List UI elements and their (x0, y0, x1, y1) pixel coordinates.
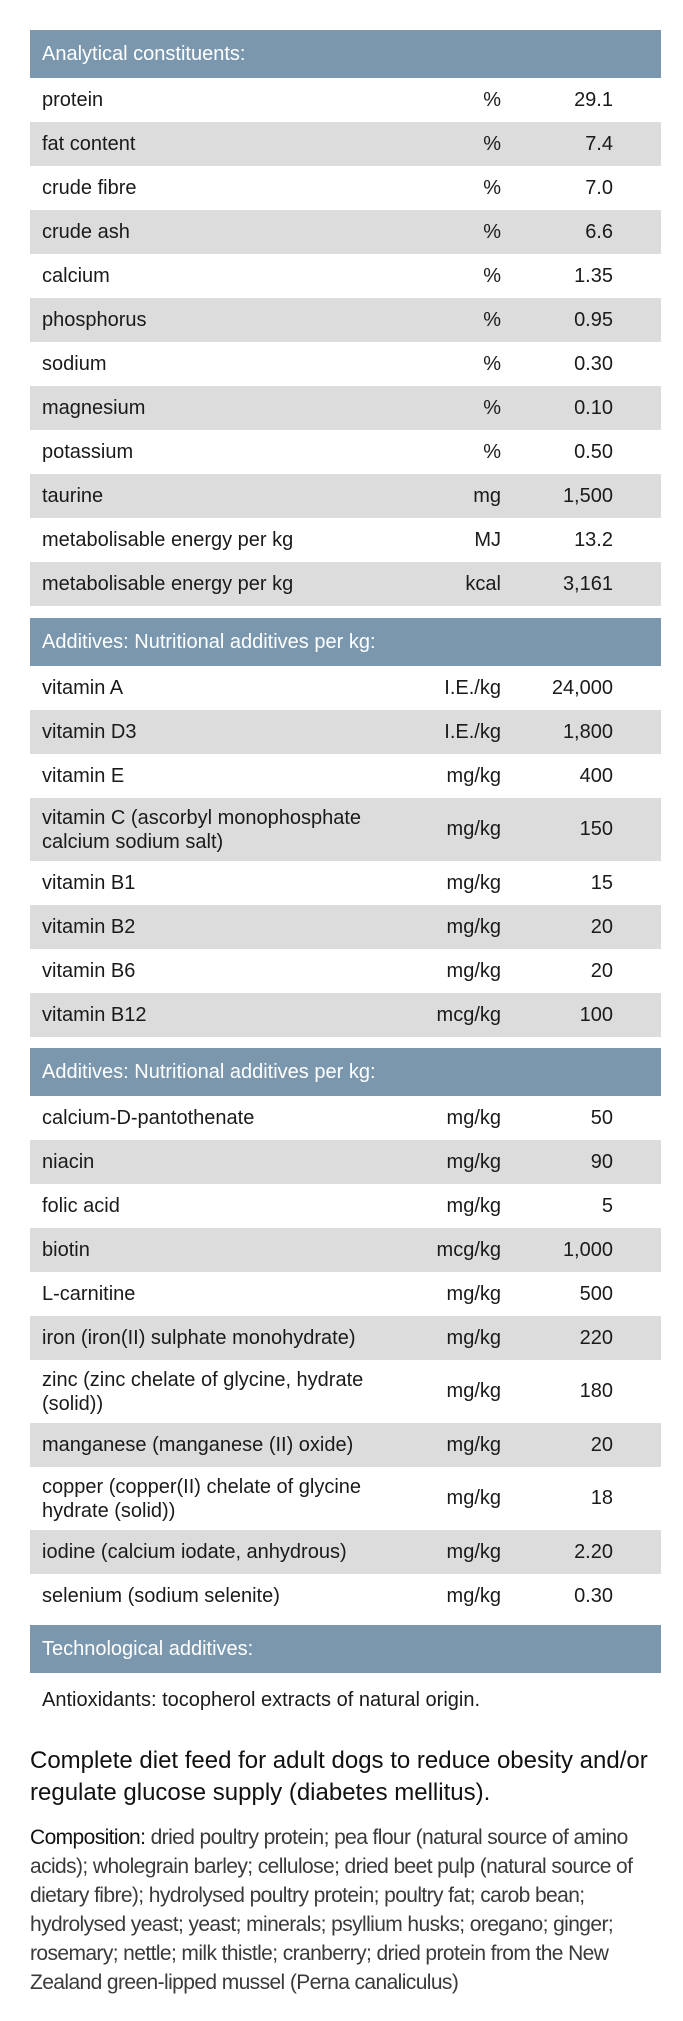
row-value: 0.50 (574, 440, 613, 463)
row-name: metabolisable energy per kg (42, 529, 294, 551)
row-name: folic acid (42, 1195, 120, 1217)
table-row (30, 1096, 661, 1140)
row-name: calcium-D-pantothenate (42, 1107, 255, 1129)
composition-label: Composition: (30, 1826, 146, 1849)
table-row (30, 754, 661, 798)
row-unit: mg/kg (446, 871, 501, 894)
row-value: 0.30 (574, 1584, 613, 1607)
row-unit: % (483, 88, 501, 111)
table-row (30, 386, 661, 430)
table-row (30, 666, 661, 710)
row-value: 0.95 (574, 308, 613, 331)
composition-paragraph (30, 1823, 670, 1997)
row-value: 13.2 (574, 528, 613, 551)
table-row (30, 342, 661, 386)
technological-note: Antioxidants: tocopherol extracts of natural origin. (42, 1689, 481, 1711)
row-value: 20 (590, 959, 613, 982)
row-value: 1.35 (574, 264, 613, 287)
table-row (30, 518, 661, 562)
row-unit: % (483, 132, 501, 155)
row-value: 6.6 (585, 220, 613, 243)
table-row (30, 905, 661, 949)
row-name: magnesium (42, 397, 146, 419)
row-value: 2.20 (574, 1540, 613, 1563)
row-name: crude ash (42, 221, 130, 243)
table-row (30, 1530, 661, 1574)
row-unit: % (483, 396, 501, 419)
row-name: calcium (42, 265, 110, 287)
table-row (30, 1423, 661, 1467)
row-name: iron (iron(II) sulphate monohydrate) (42, 1327, 356, 1349)
section-header-additives-2: Additives: Nutritional additives per kg: (30, 1048, 661, 1096)
row-name: manganese (manganese (II) oxide) (42, 1434, 354, 1456)
row-unit: % (483, 176, 501, 199)
row-value: 400 (579, 764, 613, 787)
row-unit: % (483, 352, 501, 375)
table-row (30, 562, 661, 606)
row-value: 1,500 (562, 484, 613, 507)
row-value: 1,000 (562, 1238, 613, 1261)
row-unit: mg/kg (446, 959, 501, 982)
row-unit: mg/kg (446, 1540, 501, 1563)
row-name: niacin (42, 1151, 95, 1173)
row-unit: I.E./kg (444, 720, 501, 743)
table-row (30, 1574, 661, 1618)
row-name: copper (copper(II) chelate of glycine hydrate (solid)) (42, 1475, 362, 1522)
row-name: crude fibre (42, 177, 137, 199)
row-unit: kcal (465, 572, 501, 595)
table-row (30, 1316, 661, 1360)
table-row (30, 1360, 661, 1423)
row-unit: mg/kg (446, 1433, 501, 1456)
row-value: 15 (590, 871, 613, 894)
row-value: 100 (579, 1003, 613, 1026)
row-value: 7.0 (585, 176, 613, 199)
table-row (30, 474, 661, 518)
row-value: 7.4 (585, 132, 613, 155)
row-unit: % (483, 264, 501, 287)
table-row (30, 1272, 661, 1316)
row-name: metabolisable energy per kg (42, 573, 294, 595)
row-unit: % (483, 220, 501, 243)
row-name: zinc (zinc chelate of glycine, hydrate (solid)) (42, 1368, 364, 1415)
row-unit: mg/kg (446, 1380, 501, 1402)
row-value: 220 (579, 1326, 613, 1349)
table-row (30, 78, 661, 122)
table-row (30, 710, 661, 754)
row-name: biotin (42, 1239, 90, 1261)
table-row (30, 1467, 661, 1530)
product-title: Complete diet feed for adult dogs to reduce obesity and/or regulate glucose supply (diabetes mellitus). (30, 1747, 648, 1806)
row-unit: mg (473, 484, 501, 507)
table-row (30, 122, 661, 166)
row-name: vitamin B12 (42, 1004, 147, 1026)
row-unit: mg/kg (446, 818, 501, 840)
row-value: 0.10 (574, 396, 613, 419)
row-unit: MJ (474, 528, 501, 551)
row-name: vitamin B1 (42, 872, 136, 894)
row-value: 150 (579, 818, 613, 840)
row-name: L-carnitine (42, 1283, 136, 1305)
row-name: vitamin C (ascorbyl monophosphate calcium sodium salt) (42, 806, 362, 853)
row-name: vitamin B2 (42, 916, 136, 938)
row-unit: mg/kg (446, 1584, 501, 1607)
table-row (30, 254, 661, 298)
row-value: 180 (579, 1380, 613, 1402)
row-unit: mg/kg (446, 1282, 501, 1305)
row-value: 90 (590, 1150, 613, 1173)
row-unit: mcg/kg (436, 1238, 501, 1261)
row-name: vitamin E (42, 765, 125, 787)
row-unit: mcg/kg (436, 1003, 501, 1026)
row-name: sodium (42, 353, 107, 375)
row-value: 500 (579, 1282, 613, 1305)
row-name: fat content (42, 133, 136, 155)
row-value: 5 (601, 1194, 613, 1217)
row-unit: mg/kg (446, 1326, 501, 1349)
table-row (30, 1184, 661, 1228)
row-value: 20 (590, 915, 613, 938)
section-header-analytical: Analytical constituents: (30, 30, 661, 78)
row-name: phosphorus (42, 309, 147, 331)
table-row (30, 993, 661, 1037)
row-value: 50 (590, 1106, 613, 1129)
row-name: vitamin A (42, 677, 124, 699)
row-unit: mg/kg (446, 764, 501, 787)
row-name: potassium (42, 441, 134, 463)
table-row (30, 1228, 661, 1272)
row-unit: mg/kg (446, 1487, 501, 1509)
row-name: vitamin B6 (42, 960, 136, 982)
row-name: protein (42, 89, 104, 111)
section-header-additives-1: Additives: Nutritional additives per kg: (30, 618, 661, 666)
row-name: taurine (42, 485, 104, 507)
row-name: iodine (calcium iodate, anhydrous) (42, 1541, 347, 1563)
table-row (30, 798, 661, 861)
row-value: 1,800 (562, 720, 613, 743)
row-unit: mg/kg (446, 915, 501, 938)
row-value: 0.30 (574, 352, 613, 375)
table-row (30, 430, 661, 474)
section-header-technological: Technological additives: (30, 1625, 661, 1673)
row-unit: % (483, 440, 501, 463)
row-unit: % (483, 308, 501, 331)
row-unit: mg/kg (446, 1150, 501, 1173)
row-unit: mg/kg (446, 1194, 501, 1217)
composition-text: dried poultry protein; pea flour (natural source of amino acids); wholegrain barley; cellulose; dried beet pulp (natural source of dietary fibre); hydrolysed poultry protein; poultry fat; carob bean; hydrolysed yeast; yeast; minerals; psyllium husks; oregano; ginger; rosemary; nettle; milk thistle; cranberry; dried protein from the New Zealand green-lipped mussel (Perna canaliculus) (30, 1826, 633, 1994)
row-value: 3,161 (562, 572, 613, 595)
row-name: vitamin D3 (42, 721, 137, 743)
row-value: 20 (590, 1433, 613, 1456)
row-value: 18 (590, 1487, 613, 1509)
table-row (30, 1140, 661, 1184)
table-row (30, 949, 661, 993)
table-row (30, 298, 661, 342)
row-unit: I.E./kg (444, 676, 501, 699)
row-value: 29.1 (574, 88, 613, 111)
table-row (30, 166, 661, 210)
table-row (30, 861, 661, 905)
row-unit: mg/kg (446, 1106, 501, 1129)
row-value: 24,000 (551, 676, 613, 699)
table-row (30, 210, 661, 254)
row-name: selenium (sodium selenite) (42, 1585, 280, 1607)
